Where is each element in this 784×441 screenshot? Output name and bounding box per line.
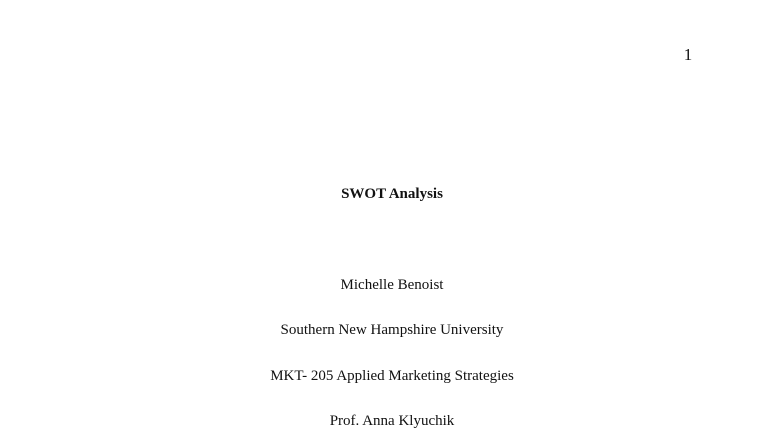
page-number: 1 (683, 45, 693, 64)
document-title: SWOT Analysis (341, 186, 443, 202)
institution-name: Southern New Hampshire University (280, 322, 504, 338)
course-name: MKT- 205 Applied Marketing Strategies (270, 368, 514, 384)
author-name: Michelle Benoist (340, 277, 444, 293)
instructor-name: Prof. Anna Klyuchik (329, 413, 455, 429)
